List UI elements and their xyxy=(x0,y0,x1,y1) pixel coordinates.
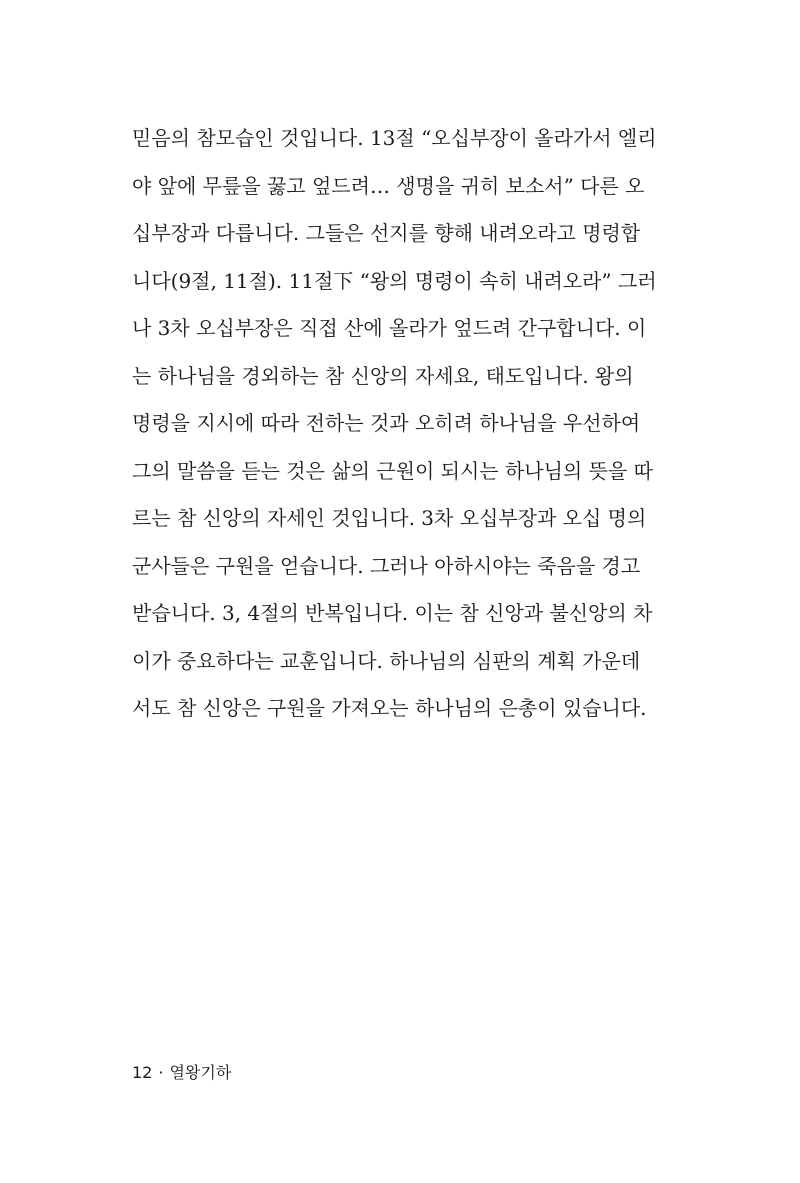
text-line: 야 앞에 무릎을 꿇고 엎드려… 생명을 귀히 보소서” 다른 오 xyxy=(132,173,645,198)
text-line: 니다(9절, 11절). 11절下 “왕의 명령이 속히 내려오라” 그러 xyxy=(132,268,657,293)
text-line: 르는 참 신앙의 자세인 것입니다. 3차 오십부장과 오십 명의 xyxy=(132,506,647,530)
text-line: 이가 중요하다는 교훈입니다. 하나님의 심판의 계획 가운데 xyxy=(132,648,641,673)
text-line: 는 하나님을 경외하는 참 신앙의 자세요, 태도입니다. 왕의 xyxy=(132,363,634,388)
text-line: 십부장과 다릅니다. 그들은 선지를 향해 내려오라고 명령합 xyxy=(132,221,641,245)
body-paragraph xyxy=(132,118,657,736)
text-line: 서도 참 신앙은 구원을 가져오는 하나님의 은총이 있습니다. xyxy=(132,696,647,720)
page-number: 12 xyxy=(132,1063,153,1082)
text-line: 믿음의 참모습인 것입니다. 13절 “오십부장이 올라가서 엘리 xyxy=(132,126,657,150)
text-line: 받습니다. 3, 4절의 반복입니다. 이는 참 신앙과 불신앙의 차 xyxy=(132,601,653,625)
page-footer xyxy=(132,1060,231,1083)
footer-separator: · xyxy=(158,1063,164,1082)
text-line: 군사들은 구원을 얻습니다. 그러나 아하시야는 죽음을 경고 xyxy=(132,553,641,578)
book-title: 열왕기하 xyxy=(169,1063,232,1082)
text-line: 그의 말씀을 듣는 것은 삶의 근원이 되시는 하나님의 뜻을 따 xyxy=(132,458,653,483)
text-line: 명령을 지시에 따라 전하는 것과 오히려 하나님을 우선하여 xyxy=(132,411,641,435)
text-line: 나 3차 오십부장은 직접 산에 올라가 엎드려 간구합니다. 이 xyxy=(132,316,647,340)
